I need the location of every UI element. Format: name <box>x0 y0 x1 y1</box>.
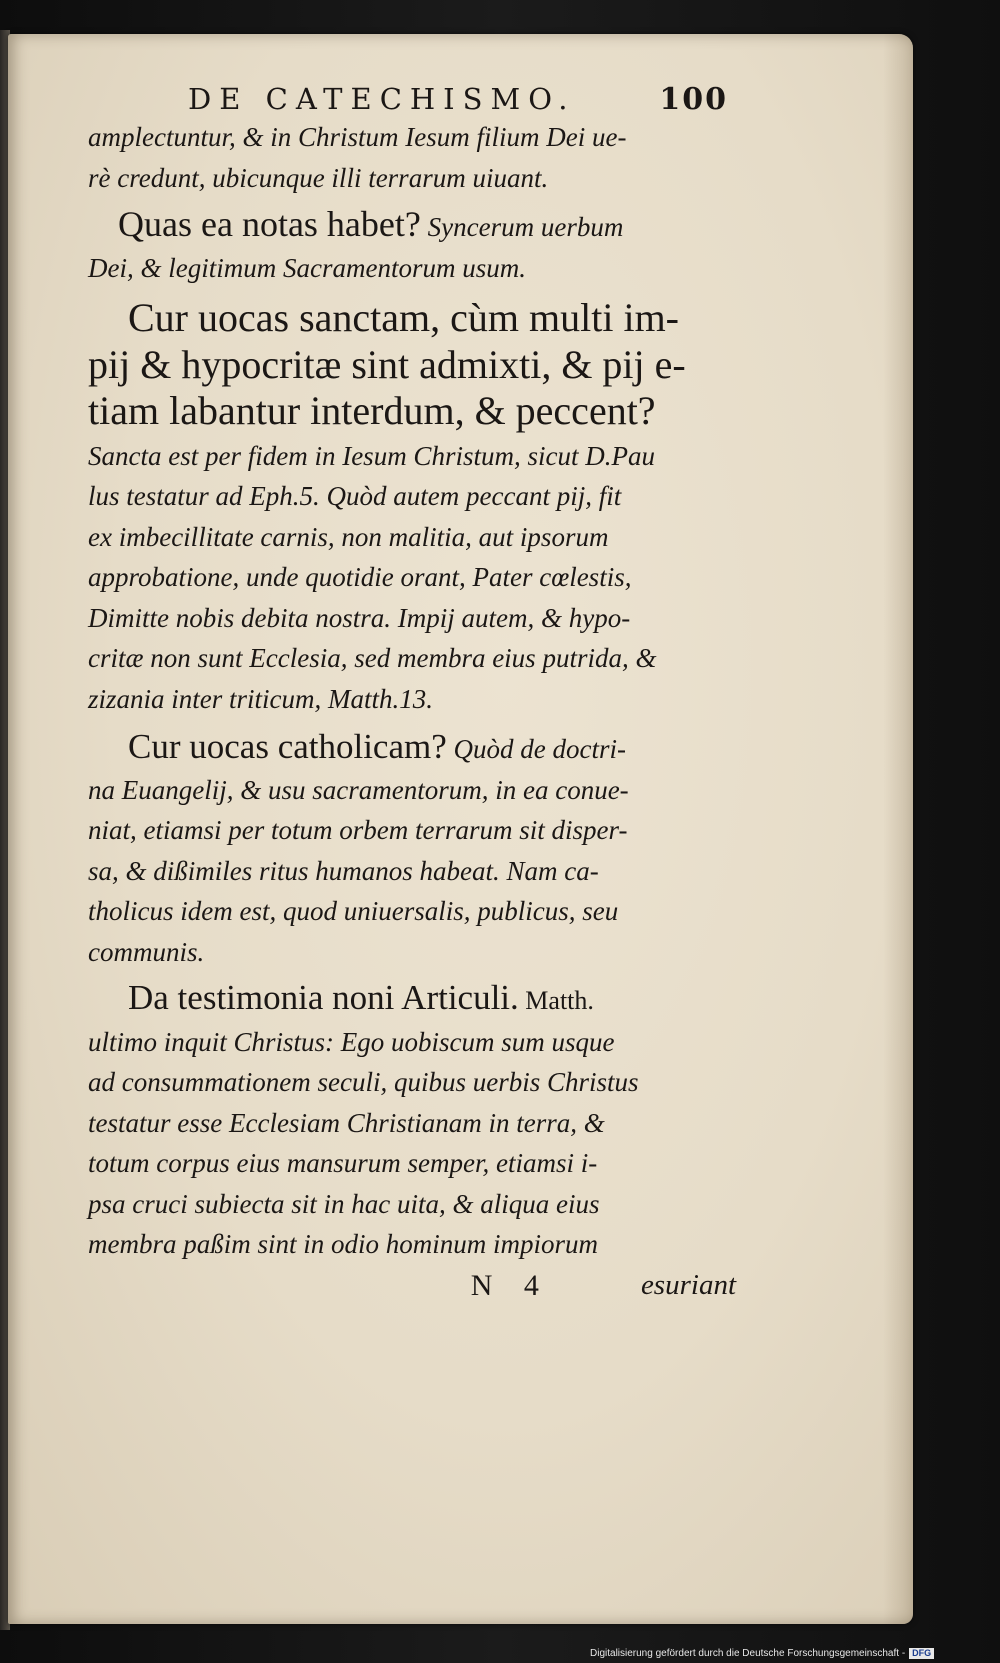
text-line: totum corpus eius mansurum semper, etiamsi i- <box>88 1148 598 1178</box>
text-line: ad consummationem seculi, quibus uerbis Christus <box>88 1067 639 1097</box>
paragraph <box>88 117 738 198</box>
text-line: amplectuntur, & in Christum Iesum filium Dei ue- <box>88 122 627 152</box>
dfg-logo: DFG <box>909 1648 934 1659</box>
text-line: critæ non sunt Ecclesia, sed membra eius putrida, & <box>88 643 657 673</box>
text-line: psa cruci subiecta sit in hac uita, & aliqua eius <box>88 1188 600 1219</box>
text-line: sa, & dißimiles ritus humanos habeat. Nam ca- <box>88 855 599 886</box>
answer-text: Matth. <box>518 986 594 1015</box>
text-line: ex imbecillitate carnis, non malitia, aut ipsorum <box>88 521 609 552</box>
text-line <box>88 296 738 343</box>
paragraph <box>88 727 738 972</box>
text-line <box>88 389 738 436</box>
text-line: Dei, & legitimum Sacramentorum usum. <box>88 252 526 283</box>
text-line: ultimo inquit Christus: Ego uobiscum sum usque <box>88 1026 615 1057</box>
text-line <box>88 978 738 1022</box>
text-line <box>88 204 738 248</box>
catchword: esuriant <box>640 1268 736 1301</box>
text-line: lus testatur ad Eph.5. Quòd autem peccant pij, fit <box>88 481 622 511</box>
text-line: na Euangelij, & usu sacramentorum, in ea conue- <box>88 774 629 805</box>
question-text: Quas ea notas habet? <box>118 204 421 244</box>
text-line: testatur esse Ecclesiam Christianam in terra, & <box>88 1107 605 1138</box>
paragraph <box>88 204 738 288</box>
text-line: approbatione, unde quotidie orant, Pater cœlestis, <box>88 562 632 592</box>
digitization-credit <box>590 1648 934 1659</box>
question-text: Cur uocas catholicam? <box>128 727 447 766</box>
text-line: zizania inter triticum, Matth.13. <box>88 683 434 714</box>
text-line: Sancta est per fidem in Iesum Christum, sicut D.Pau <box>88 440 655 471</box>
page-footer <box>88 1269 736 1303</box>
text-line: Dimitte nobis debita nostra. Impij autem, & hypo- <box>88 602 631 633</box>
paragraph <box>88 978 738 1265</box>
answer-text: Syncerum uerbum <box>420 212 624 242</box>
text-line: niat, etiamsi per totum orbem terrarum sit disper- <box>88 815 628 845</box>
question-text: tiam labantur interdum, & peccent? <box>88 388 656 433</box>
text-line: rè credunt, ubicunque illi terrarum uiuant. <box>88 162 549 193</box>
text-line <box>88 727 738 770</box>
question-text: Da testimonia noni Articuli. <box>128 978 519 1017</box>
text-line: membra paßim sint in odio hominum impiorum <box>88 1229 599 1259</box>
question-text: Cur uocas sanctam, cùm multi im- <box>128 295 679 340</box>
paragraph <box>88 296 738 719</box>
book-page <box>8 34 913 1624</box>
text-block <box>88 82 738 1303</box>
running-head <box>188 82 728 117</box>
signature-mark: N 4 <box>470 1268 551 1302</box>
credit-text: Digitalisierung gefördert durch die Deutsche Forschungsgemeinschaft - <box>590 1648 906 1659</box>
text-line: tholicus idem est, quod uniuersalis, publicus, seu <box>88 896 619 926</box>
text-line: communis. <box>88 936 205 967</box>
answer-text: Quòd de doctri- <box>446 734 626 764</box>
running-head-title: DE CATECHISMO. <box>188 82 576 116</box>
question-text: pij & hypocritæ sint admixti, & pij e- <box>88 341 686 387</box>
page-number: 100 <box>659 82 728 117</box>
text-line <box>88 343 738 390</box>
